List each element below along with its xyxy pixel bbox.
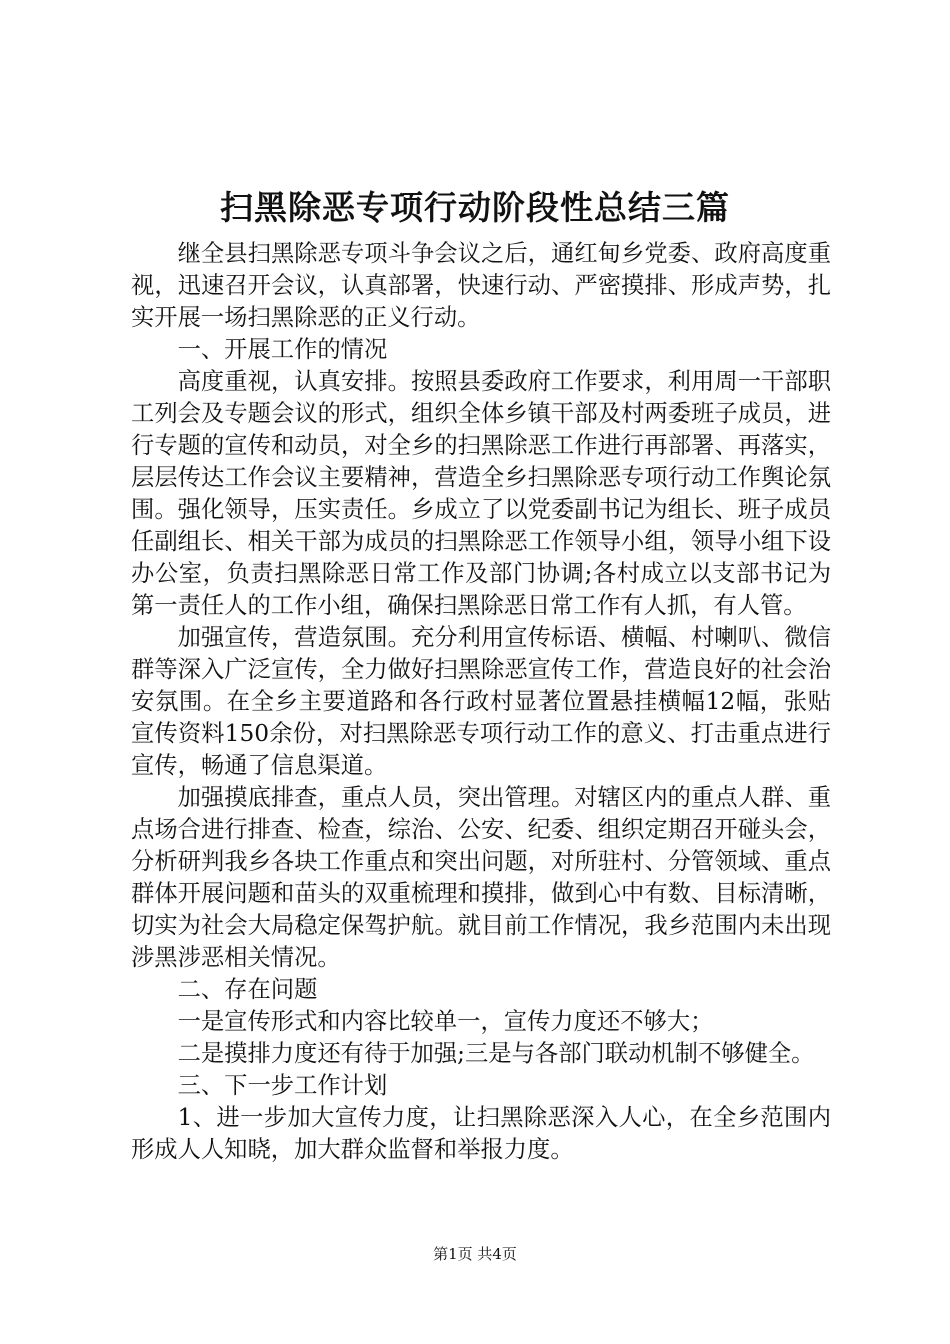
section-heading-2: 二、存在问题 xyxy=(177,976,318,1003)
intro-paragraph: 继全县扫黑除恶专项斗争会议之后，通红甸乡党委、政府高度重视，迅速召开会议，认真部署，快速行动、严密摸排、形成声势，扎实开展一场扫黑除恶的正义行动。 xyxy=(131,240,831,331)
section-heading-1: 一、开展工作的情况 xyxy=(177,336,388,363)
body-paragraph: 二是摸排力度还有待于加强;三是与各部门联动机制不够健全。 xyxy=(177,1040,815,1067)
body-paragraph: 高度重视，认真安排。按照县委政府工作要求，利用周一干部职工列会及专题会议的形式，组织全体乡镇干部及村两委班子成员，进行专题的宣传和动员，对全乡的扫黑除恶工作进行再部署、再落实，层层传达工作会议主要精神，营造全乡扫黑除恶专项行动工作舆论氛围。强化领导，压实责任。乡成立了以党委副书记为组长、班子成员任副组长、相关干部为成员的扫黑除恶工作领导小组，领导小组下设办公室，负责扫黑除恶日常工作及部门协调;各村成立以支部书记为第一责任人的工作小组，确保扫黑除恶日常工作有人抓，有人管。 xyxy=(131,368,831,619)
body-paragraph: 加强摸底排查，重点人员，突出管理。对辖区内的重点人群、重点场合进行排查、检查，综治、公安、纪委、组织定期召开碰头会，分析研判我乡各块工作重点和突出问题，对所驻村、分管领域、重点群体开展问题和苗头的双重梳理和摸排，做到心中有数、目标清晰，切实为社会大局稳定保驾护航。就目前工作情况，我乡范围内未出现涉黑涉恶相关情况。 xyxy=(131,784,831,971)
body-paragraph: 1、进一步加大宣传力度，让扫黑除恶深入人心，在全乡范围内形成人人知晓，加大群众监督和举报力度。 xyxy=(131,1104,831,1163)
document-body xyxy=(131,238,831,1166)
body-paragraph: 加强宣传，营造氛围。充分利用宣传标语、横幅、村喇叭、微信群等深入广泛宣传，全力做好扫黑除恶宣传工作，营造良好的社会治安氛围。在全乡主要道路和各行政村显著位置悬挂横幅12幅，张贴宣传资料150余份，对扫黑除恶专项行动工作的意义、打击重点进行宣传，畅通了信息渠道。 xyxy=(131,624,831,779)
section-heading-3: 三、下一步工作计划 xyxy=(177,1072,388,1099)
page-footer: 第1页 共4页 xyxy=(433,1245,517,1263)
document-title: 扫黑除恶专项行动阶段性总结三篇 xyxy=(220,188,730,227)
body-paragraph: 一是宣传形式和内容比较单一，宣传力度还不够大； xyxy=(177,1008,714,1035)
